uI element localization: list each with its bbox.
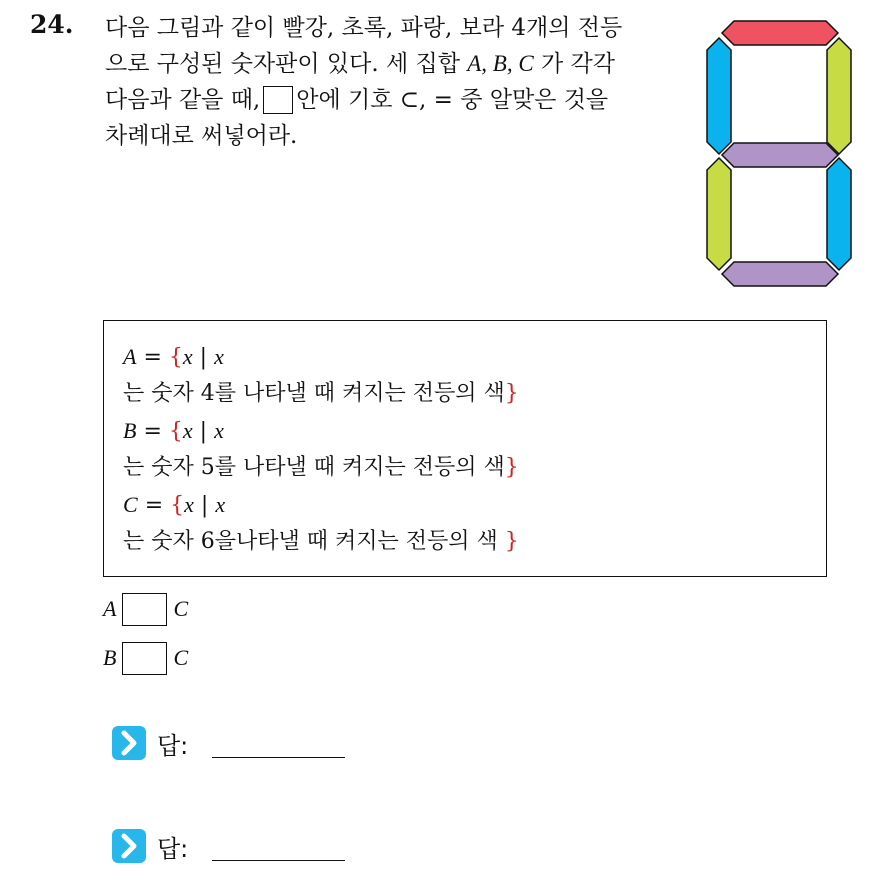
variable-x: x	[214, 344, 224, 369]
question-line-4: 차례대로 써넣어라.	[105, 123, 298, 149]
equals-sign: =	[143, 345, 162, 370]
close-brace: }	[504, 381, 519, 406]
set-c-description: 는 숫자 6을나타낼 때 켜지는 전등의 색	[123, 529, 505, 554]
segment-bottom-purple	[722, 262, 838, 286]
answer-input-line[interactable]	[212, 729, 345, 758]
such-that-bar: |	[199, 419, 208, 444]
relation-row-b-c	[103, 641, 188, 675]
blank-box-symbol	[263, 86, 293, 114]
open-brace: {	[170, 493, 185, 518]
set-c-name: C	[123, 492, 138, 517]
answer-input-line[interactable]	[212, 832, 345, 861]
such-that-bar: |	[199, 345, 208, 370]
set-b-name: B	[123, 418, 137, 443]
equals-sign: =	[144, 493, 164, 518]
question-line-2-post: 가 각각	[533, 51, 615, 77]
relation-left-set: A	[103, 596, 117, 621]
segment-top-red	[722, 21, 838, 45]
set-definitions-box	[103, 320, 827, 577]
relation-blank-box[interactable]	[122, 642, 167, 675]
set-a-condition	[123, 375, 826, 412]
answer-label: 답:	[157, 731, 189, 760]
such-that-bar: |	[200, 493, 209, 518]
open-brace: {	[168, 419, 183, 444]
chevron-right-icon	[111, 828, 147, 864]
segment-upper-right-green	[827, 38, 851, 154]
question-line-2	[105, 46, 695, 82]
set-a-name: A	[123, 344, 137, 369]
question-line-2-pre: 으로 구성된 숫자판이 있다. 세 집합	[105, 51, 468, 77]
variable-x: x	[184, 492, 194, 517]
equals-sign: =	[143, 419, 162, 444]
relation-right-set: C	[173, 645, 189, 670]
variable-x: x	[215, 492, 226, 517]
set-names: A, B, C	[467, 51, 534, 76]
question-line-3	[105, 82, 695, 118]
segment-lower-right-blue	[827, 158, 851, 270]
open-brace: {	[168, 345, 183, 370]
relation-left-set: B	[103, 645, 117, 670]
segment-upper-left-blue	[707, 38, 731, 154]
set-b-description: 는 숫자 5를 나타낼 때 켜지는 전등의 색	[123, 455, 505, 480]
set-b-condition	[123, 449, 826, 486]
variable-x: x	[214, 418, 224, 443]
segment-middle-purple	[722, 143, 838, 167]
variable-x: x	[182, 344, 193, 369]
question-text	[105, 10, 695, 154]
question-line-3-pre: 다음과 같을 때,	[105, 87, 261, 113]
set-c-definition	[123, 486, 826, 523]
close-brace: }	[504, 455, 519, 480]
chevron-right-icon	[111, 725, 147, 761]
question-line-1: 다음 그림과 같이 빨강, 초록, 파랑, 보라 4개의 전등	[105, 15, 623, 41]
set-c-condition	[123, 523, 826, 560]
answer-row-2	[111, 826, 345, 866]
close-brace: }	[504, 529, 519, 554]
question-number: 24.	[30, 10, 74, 39]
seven-segment-display	[704, 18, 854, 293]
set-b-definition	[123, 412, 826, 449]
answer-row-1	[111, 723, 345, 763]
relation-blank-box[interactable]	[122, 593, 167, 626]
set-a-description: 는 숫자 4를 나타낼 때 켜지는 전등의 색	[123, 381, 505, 406]
set-a-definition	[123, 338, 826, 375]
relation-row-a-c	[103, 592, 188, 626]
relation-right-set: C	[173, 596, 189, 621]
answer-label: 답:	[157, 834, 189, 863]
question-line-3-post: 안에 기호 ⊂, = 중 알맞은 것을	[296, 87, 609, 113]
segment-lower-left-green	[707, 158, 731, 270]
variable-x: x	[182, 418, 193, 443]
